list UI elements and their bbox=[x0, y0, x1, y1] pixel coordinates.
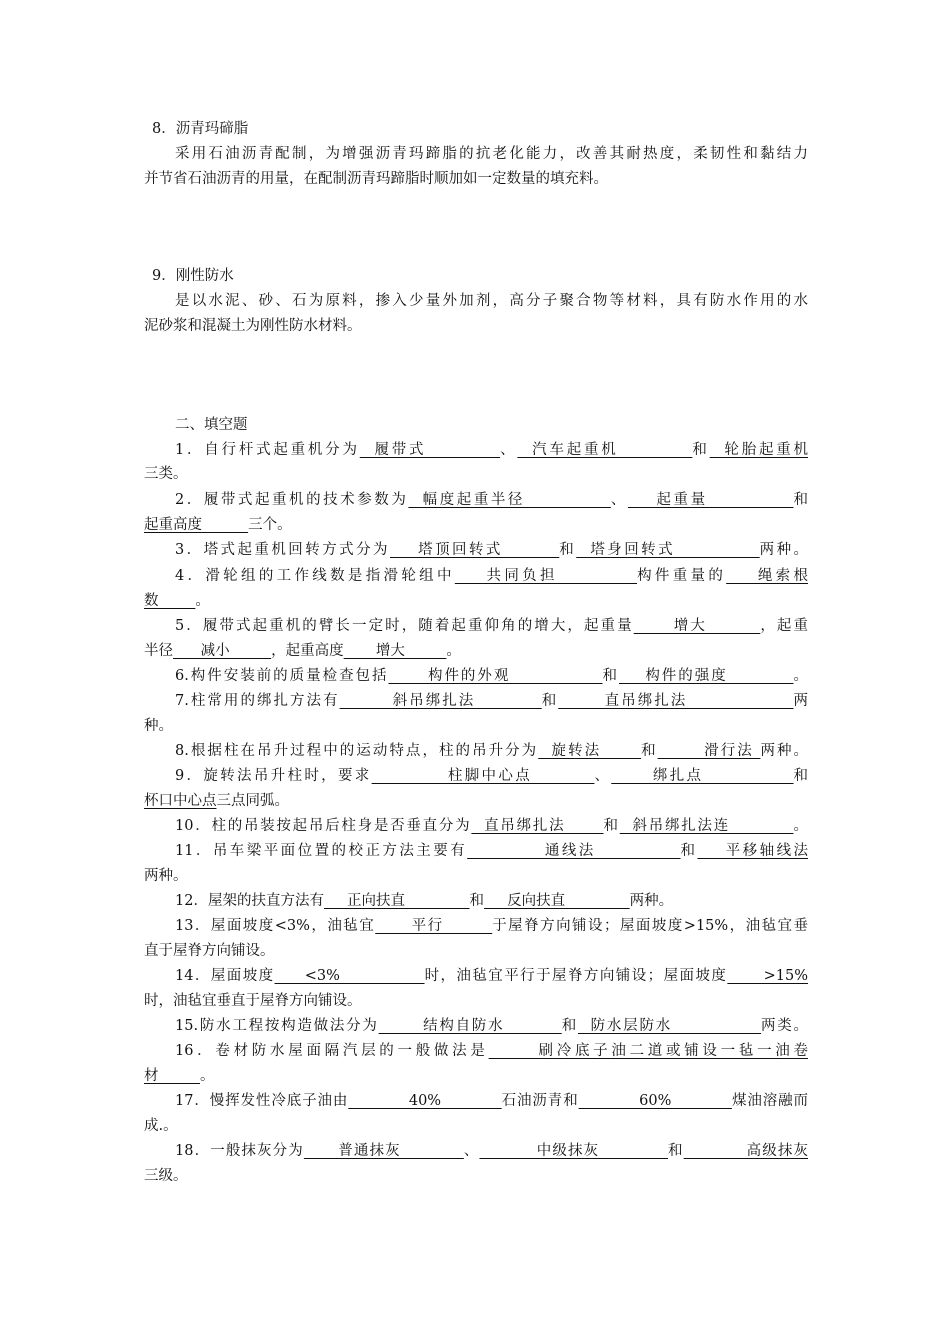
answer-blank: 60% bbox=[578, 1093, 732, 1109]
question-2-line-2: 起重高度 三个。 bbox=[144, 517, 292, 533]
answer-blank: 起重高度 bbox=[144, 517, 249, 533]
section-8-title: 8．沥青玛碲脂 bbox=[152, 121, 249, 137]
question-5-line-2: 半径 减小 ，起重高度 增大 。 bbox=[144, 643, 461, 659]
question-6: 6.构件安装前的质量检查包括 构件的外观 和 构件的强度 。 bbox=[175, 668, 809, 684]
answer-blank: 构件的外观 bbox=[388, 668, 603, 684]
answer-blank: 绳索根 bbox=[726, 568, 808, 584]
question-16-line-1: 16．卷材防水屋面隔汽层的一般做法是 刷冷底子油二道或铺设一毡一油卷 bbox=[175, 1043, 808, 1059]
question-3: 3．塔式起重机回转方式分为 塔顶回转式 和 塔身回转式 两种。 bbox=[175, 542, 809, 558]
answer-blank: 汽车起重机 bbox=[517, 442, 693, 458]
answer-blank: 正向扶直 bbox=[323, 893, 470, 909]
question-4-line-2: 数 。 bbox=[144, 593, 210, 609]
question-11-line-2: 两种。 bbox=[144, 868, 188, 884]
answer-blank: 结构自防水 bbox=[378, 1018, 562, 1034]
question-14-line-2: 时，油毡宜垂直于屋脊方向铺设。 bbox=[144, 993, 362, 1009]
question-17-line-1: 17．慢挥发性冷底子油由 40% 石油沥青和 60% 煤油溶融而 bbox=[175, 1093, 809, 1109]
section-8-text-line-2: 并节省石油沥青的用量，在配制沥青玛蹄脂时顺加如一定数量的填充料。 bbox=[144, 171, 608, 187]
answer-blank: 中级抹灰 bbox=[479, 1143, 668, 1159]
answer-blank: <3% bbox=[274, 968, 425, 984]
question-9-line-1: 9．旋转法吊升柱时，要求 柱脚中心点 、 绑扎点 和 bbox=[175, 768, 808, 784]
question-11-line-1: 11．吊车梁平面位置的校正方法主要有 通线法 和 平移轴线法 bbox=[175, 843, 809, 859]
answer-blank: 平行 bbox=[375, 918, 493, 934]
answer-blank: 共同负担 bbox=[454, 568, 638, 584]
answer-blank: 增大 bbox=[343, 643, 447, 659]
answer-blank: 40% bbox=[348, 1093, 502, 1109]
answer-blank: 减小 bbox=[173, 643, 272, 659]
question-13-line-1: 13．屋面坡度<3%，油毡宜 平行 于屋脊方向铺设；屋面坡度>15%，油毡宜垂 bbox=[175, 918, 809, 934]
section-8-text-line-1: 采用石油沥青配制，为增强沥青玛蹄脂的抗老化能力，改善其耐热度，柔韧性和黏结力 bbox=[175, 146, 808, 162]
question-13-line-2: 直于屋脊方向铺设。 bbox=[144, 943, 275, 959]
question-14-line-1: 14．屋面坡度 <3% 时，油毡宜平行于屋脊方向铺设；屋面坡度 >15% bbox=[175, 968, 808, 984]
answer-blank: 幅度起重半径 bbox=[408, 492, 611, 508]
answer-blank: 普通抹灰 bbox=[303, 1143, 464, 1159]
answer-blank: 数 bbox=[144, 593, 196, 609]
answer-blank: 刷冷底子油二道或铺设一毡一油卷 bbox=[488, 1043, 808, 1059]
answer-blank: 反向扶直 bbox=[484, 893, 630, 909]
answer-blank: 材 bbox=[144, 1068, 200, 1084]
question-7-line-2: 种。 bbox=[144, 718, 173, 734]
question-2-line-1: 2．履带式起重机的技术参数为 幅度起重半径 、 起重量 和 bbox=[175, 492, 808, 508]
answer-blank: 构件的强度 bbox=[618, 668, 794, 684]
answer-blank: 通线法 bbox=[467, 843, 681, 859]
answer-blank: 杯口中心点 bbox=[144, 793, 217, 809]
question-12: 12．屋架的扶直方法有 正向扶直 和 反向扶直 两种。 bbox=[175, 893, 674, 909]
question-10: 10．柱的吊装按起吊后柱身是否垂直分为 直吊绑扎法 和 斜吊绑扎法连 。 bbox=[175, 818, 809, 834]
answer-blank: 直吊绑扎法 bbox=[558, 693, 794, 709]
question-17-line-2: 成.。 bbox=[144, 1118, 178, 1134]
question-7-line-1: 7.柱常用的绑扎方法有 斜吊绑扎法 和 直吊绑扎法 两 bbox=[175, 693, 808, 709]
question-1-line-2: 三类。 bbox=[144, 466, 188, 482]
question-18-line-2: 三级。 bbox=[144, 1168, 188, 1184]
answer-blank: 履带式 bbox=[359, 442, 501, 458]
answer-blank: 增大 bbox=[633, 618, 761, 634]
answer-blank: 塔身回转式 bbox=[576, 542, 760, 558]
question-1-line-1: 1．自行杆式起重机分为 履带式 、 汽车起重机 和 轮胎起重机 bbox=[175, 442, 809, 458]
question-4-line-1: 4．滑轮组的工作线数是指滑轮组中 共同负担 构件重量的 绳索根 bbox=[175, 568, 808, 584]
answer-blank: 滑行法 bbox=[657, 743, 761, 759]
answer-blank: 塔顶回转式 bbox=[389, 542, 560, 558]
answer-blank: 斜吊绑扎法 bbox=[339, 693, 542, 709]
answer-blank: 绑扎点 bbox=[611, 768, 794, 784]
answer-blank: 斜吊绑扎法连 bbox=[619, 818, 794, 834]
answer-blank: 起重量 bbox=[627, 492, 794, 508]
question-5-line-1: 5．履带式起重机的臂长一定时，随着起重仰角的增大，起重量 增大 ，起重 bbox=[175, 618, 808, 634]
question-18-line-1: 18．一般抹灰分为 普通抹灰 、 中级抹灰 和 高级抹灰 bbox=[175, 1143, 809, 1159]
question-9-line-2: 杯口中心点三点同弧。 bbox=[144, 793, 289, 809]
answer-blank: 高级抹灰 bbox=[683, 1143, 809, 1159]
answer-blank: 平移轴线法 bbox=[697, 843, 809, 859]
question-8: 8.根据柱在吊升过程中的运动特点，柱的吊升分为 旋转法 和 滑行法 两种。 bbox=[175, 743, 809, 759]
section-9-title: 9．刚性防水 bbox=[152, 268, 234, 284]
question-15: 15.防水工程按构造做法分为 结构自防水 和 防水层防水 两类。 bbox=[175, 1018, 809, 1034]
answer-blank: >15% bbox=[727, 968, 808, 984]
answer-blank: 防水层防水 bbox=[577, 1018, 762, 1034]
section-heading-fill-in: 二、填空题 bbox=[175, 417, 248, 433]
section-9-text-line-1: 是以水泥、砂、石为原料，掺入少量外加剂，高分子聚合物等材料，具有防水作用的水 bbox=[175, 293, 808, 309]
answer-blank: 柱脚中心点 bbox=[371, 768, 595, 784]
answer-blank: 旋转法 bbox=[538, 743, 642, 759]
answer-blank: 直吊绑扎法 bbox=[471, 818, 604, 834]
answer-blank: 轮胎起重机 bbox=[709, 442, 809, 458]
section-9-text-line-2: 泥砂浆和混凝土为刚性防水材料。 bbox=[144, 318, 362, 334]
question-16-line-2: 材 。 bbox=[144, 1068, 215, 1084]
